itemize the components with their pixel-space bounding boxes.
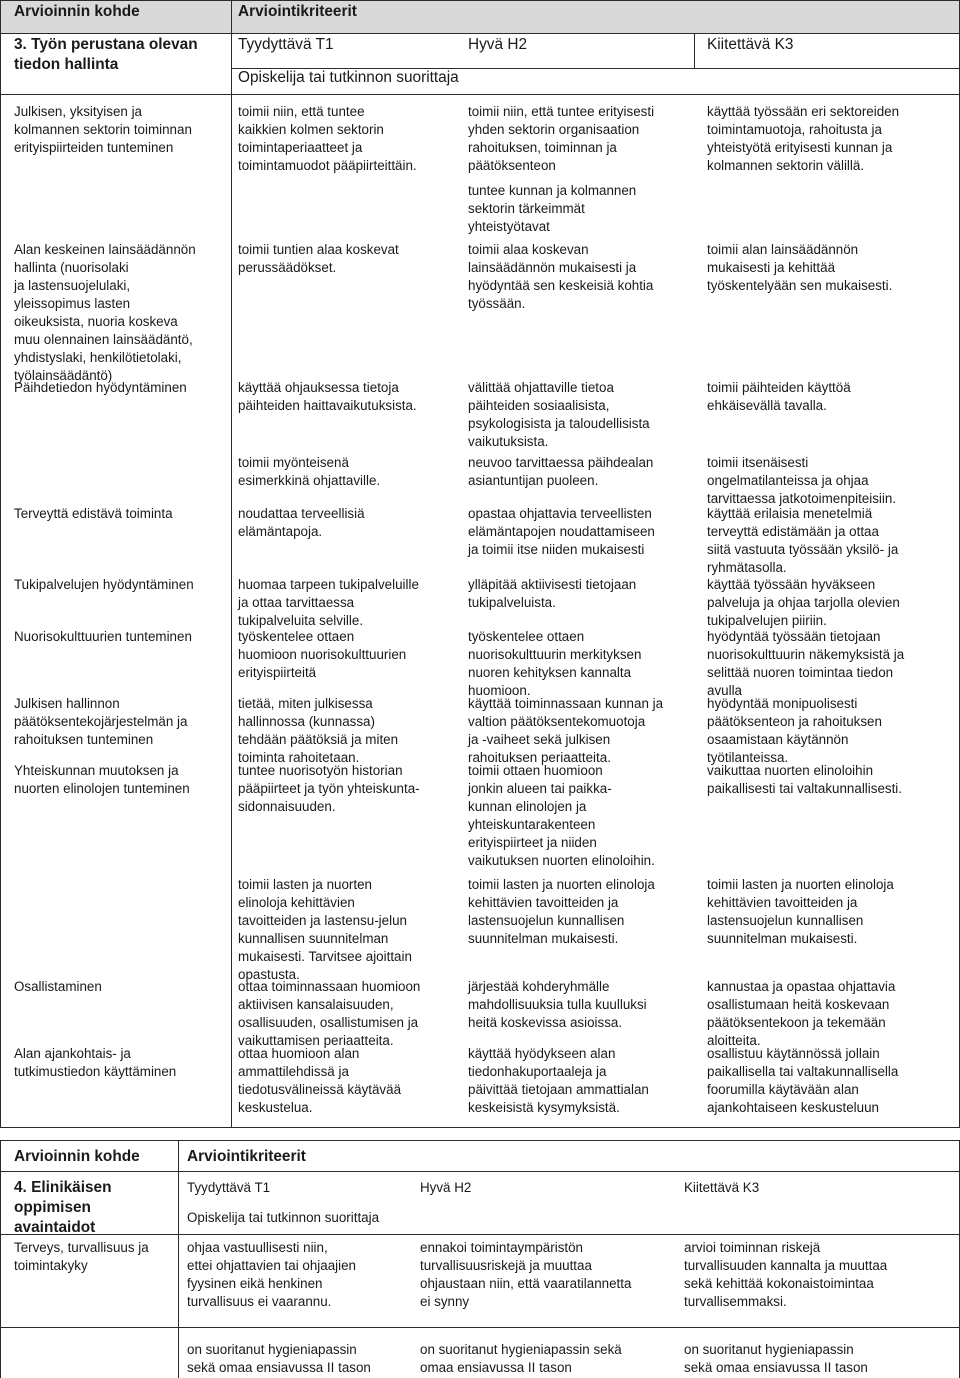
- table-border: [0, 1127, 960, 1128]
- table2-section-title: oppimisen: [14, 1199, 91, 1216]
- table-border: [0, 0, 960, 1]
- table2-col1-header: Arvioinnin kohde: [14, 1148, 140, 1165]
- table-border: [0, 1234, 960, 1235]
- grade-subheader: Opiskelija tai tutkinnon suorittaja: [187, 1210, 380, 1225]
- table1-col2-header: Arviointikriteerit: [238, 3, 357, 20]
- table-border: [0, 1140, 960, 1141]
- table-border: [0, 94, 960, 95]
- header-background: [1, 1, 959, 33]
- table-border: [694, 33, 695, 69]
- grade-subheader: Opiskelija tai tutkinnon suorittaja: [238, 69, 459, 86]
- table2-col2-header: Arviointikriteerit: [187, 1148, 306, 1165]
- grade-t1-label: Tyydyttävä T1: [238, 36, 334, 53]
- page: Arvioinnin kohde Arviointikriteerit 3. Työn perustana olevan tiedon hallinta Tyydyttävä T1 Hyvä H2 Kiitettävä K3 Opiskelija tai tutkinnon suorittaja Julkisen, yksityisen ja kolmannen sektorin toiminnan erityispiirteiden tunteminen toimii niin, että tuntee kaikkien kolmen sektorin toimintaperiaatteet ja toimintamuodot pääpiirteittäin. toimii niin, että tuntee erityisesti yhden sektorin organisaation rahoituksen, toiminnan ja päätöksenteon tuntee kunnan ja kolmannen sektorin tärkeimmät yhteistyötavat käyttää työssään eri sektoreiden toimintamuotoja, rahoitusta ja yhteistyötä erityisesti kunnan ja kolmannen sektorin välillä. Alan keskeinen lainsäädännön hallinta (nuorisolaki ja lastensuojelulaki, yleissopimus lasten oikeuksista, nuoria koskeva muu olennainen lainsäädäntö, yhdistyslaki, henkilötietolaki, työlainsäädäntö) toimii tuntien alaa koskevat perussäädökset. toimii alaa koskevan lainsäädännön mukaisesti ja hyödyntää sen keskeisiä kohtia työssään. toimii alan lainsäädännön mukaisesti ja kehittää työskentelyään sen mukaisesti. Päihdetiedon hyödyntäminen käyttää ohjauksessa tietoja päihteiden haittavaikutuksista. toimii myönteisenä esimerkkinä ohjattaville. välittää ohjattaville tietoa päihteiden sosiaalisista, psykologisista ja taloudellisista vaikutuksista. neuvoo tarvittaessa päihdealan asiantuntijan puoleen. toimii päihteiden käyttöä ehkäisevällä tavalla. toimii itsenäisesti ongelmatilanteissa ja ohjaa tarvittaessa jatkotoimenpiteisiin. Terveyttä edistävä toiminta noudattaa terveellisiä elämäntapoja. opastaa ohjattavia terveellisten elämäntapojen noudattamiseen ja toimii itse niiden mukaisesti käyttää erilaisia menetelmiä terveyttä edistämään ja ottaa siitä vastuuta työssään yksilö- ja ryhmätasolla. Tukipalvelujen hyödyntäminen huomaa tarpeen tukipalveluille ja ottaa tarvittaessa tukipalveluita selville. ylläpitää aktiivisesti tietojaan tukipalveluista. käyttää työssään hyväkseen palveluja ja ohjaa tarjolla olevien tukipalvelujen piiriin. Nuorisokulttuurien tunteminen työskentelee ottaen huomioon nuorisokulttuurien erityispiirteitä työskentelee ottaen nuorisokulttuurin merkityksen nuoren kehityksen kannalta huomioon. hyödyntää työssään tietojaan nuorisokulttuurin näkemyksistä ja selittää nuoren toimintaa tiedon avulla Julkisen hallinnon päätöksentekojärjestelmän ja rahoituksen tunteminen tietää, miten julkisessa hallinnossa (kunnassa) tehdään päätöksiä ja miten toiminta rahoitetaan. käyttää toiminnassaan kunnan ja valtion päätöksentekomuotoja ja -vaiheet sekä julkisen rahoituksen periaatteita. hyödyntää monipuolisesti päätöksenteon ja rahoituksen osaamistaan käytännön työtilanteissa. Yhteiskunnan muutoksen ja nuorten elinolojen tunteminen tuntee nuorisotyön historian pääpiirteet ja työn yhteiskunta- sidonnaisuuden. toimii lasten ja nuorten elinoloja kehittävien tavoitteiden ja lastensu-jelun kunnallisen suunnitelman mukaisesti. Tarvitsee ajoittain opastusta. toimii ottaen huomioon jonkin alueen tai paikka- kunnan elinolojen ja yhteiskuntarakenteen erityispiirteet ja niiden vaikutuksen nuorten elinoloihin. toimii lasten ja nuorten elinoloja kehittävien tavoitteiden ja lastensuojelun kunnallisen suunnitelman mukaisesti. vaikuttaa nuorten elinoloihin paikallisesti tai valtakunnallisesti. toimii lasten ja nuorten elinoloja kehittävien tavoitteiden ja lastensuojelun kunnallisen suunnitelman mukaisesti. Osallistaminen ottaa toiminnassaan huomioon aktiivisen kansalaisuuden, osallisuuden, osallistumisen ja vaikuttamisen periaatteita. järjestää kohderyhmälle mahdollisuuksia tulla kuulluksi heitä koskevissa asioissa. kannustaa ja opastaa ohjattavia osallistumaan heitä koskevaan päätöksentekoon ja tekemään aloitteita. Alan ajankohtais- ja tutkimustiedon käyttäminen ottaa huomioon alan ammattilehdissä ja tiedotusvälineissä käytävää keskustelua. käyttää hyödykseen alan tiedonhakuportaaleja ja päivittää tietojaan ammattialan keskeisistä kysymyksistä. osallistuu käytännössä jollain paikallisella tai valtakunnallisella foorumilla käytävään alan ajankohtaiseen keskusteluun Arvioinnin kohde Arviointikriteerit 4. Elinikäisen oppimisen avaintaidot Tyydyttävä T1 Hyvä H2 Kiitettävä K3 Opiskelija tai tutkinnon suorittaja Terveys, turvallisuus ja toimintakyky ohjaa vastuullisesti niin, ettei ohjattavien tai ohjaajien fyysinen eikä henkinen turvallisuus ei vaarannu. ennakoi toimintaympäristön turvallisuusriskejä ja muuttaa ohjaustaan niin, että vaaratilannetta ei synny arvioi toiminnan riskejä turvallisuuden kannalta ja muuttaa sekä kehittää kokonaistoimintaa turvallisemmaksi. on suoritanut hygieniapassin sekä omaa ensiavussa II tason on suoritanut hygieniapassin sekä omaa ensiavussa II tason on suoritanut hygieniapassin sekä omaa ensiavussa II tason: [0, 0, 960, 1378]
- table-border: [0, 1140, 1, 1378]
- table-border: [0, 0, 1, 1128]
- table1-section-title: 3. Työn perustana olevan: [14, 36, 198, 53]
- grade-h2-label: Hyvä H2: [468, 36, 528, 53]
- table-border: [0, 1327, 960, 1328]
- table-border: [231, 0, 232, 1128]
- table1-col1-header: Arvioinnin kohde: [14, 3, 140, 20]
- grade-k3-label: Kiitettävä K3: [707, 36, 794, 53]
- grade-k3-label: Kiitettävä K3: [684, 1180, 760, 1195]
- grade-t1-label: Tyydyttävä T1: [187, 1180, 271, 1195]
- table1-section-title: tiedon hallinta: [14, 56, 119, 73]
- table-border: [0, 33, 960, 34]
- table-border: [0, 1171, 960, 1172]
- table2-section-title: avaintaidot: [14, 1219, 96, 1236]
- table2-section-title: 4. Elinikäisen: [14, 1179, 112, 1196]
- grade-h2-label: Hyvä H2: [420, 1180, 472, 1195]
- table-border: [178, 1140, 179, 1378]
